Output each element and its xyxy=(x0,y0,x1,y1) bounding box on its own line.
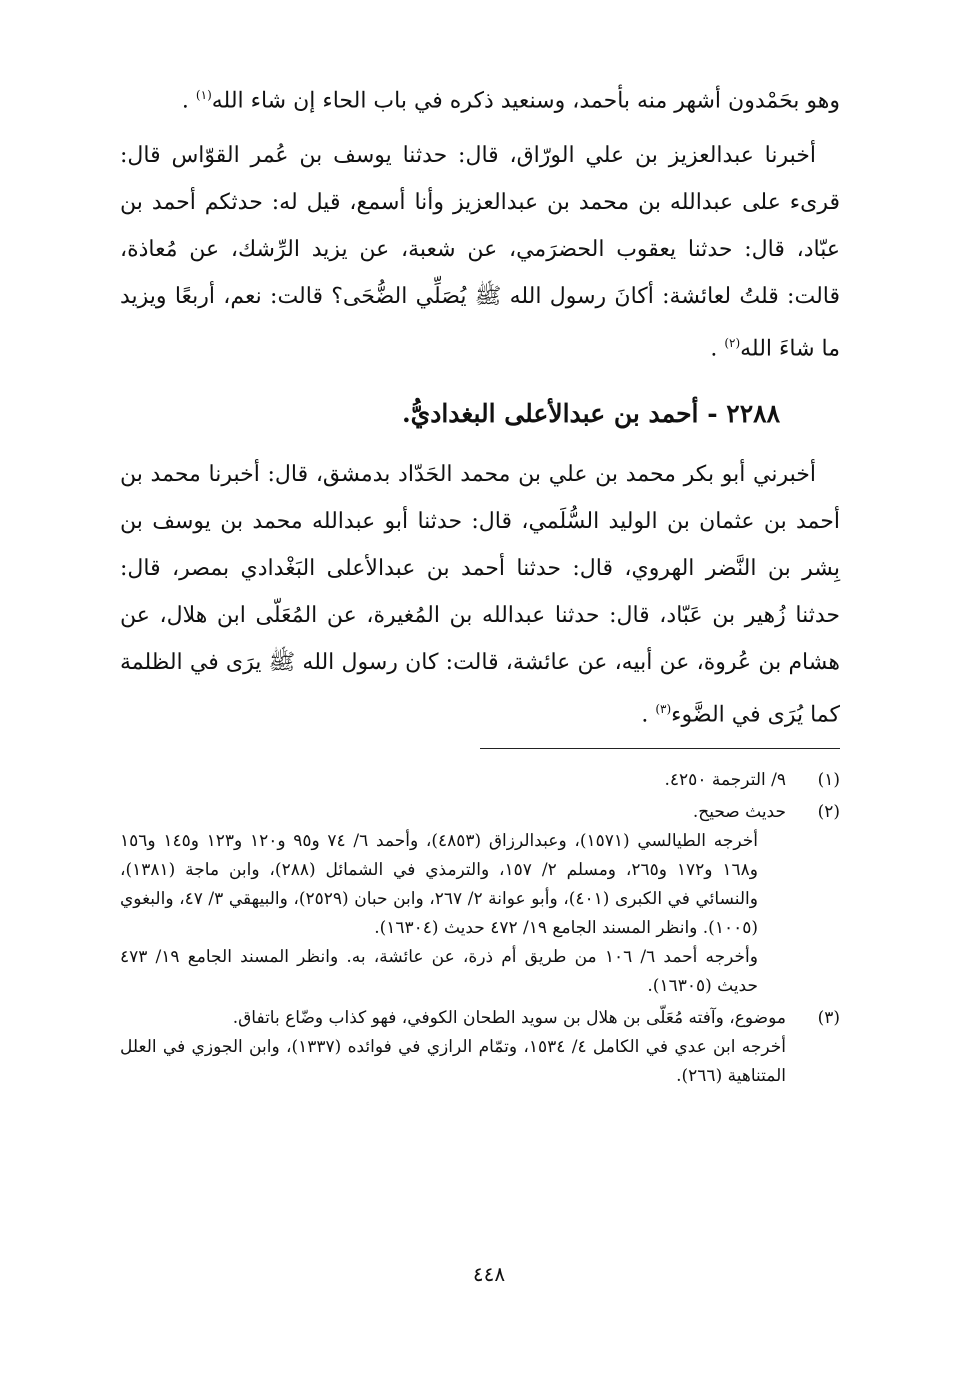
entry-heading: ٢٢٨٨ - أحمد بن عبدالأعلى البغداديُّ. xyxy=(401,398,780,428)
paragraph-3 xyxy=(120,451,840,738)
paragraph-2-text: أخبرنا عبدالعزيز بن علي الورّاق، قال: حدثنا يوسف بن عُمر القوّاس قال: قرىء على عبدالله بن محمد بن عبدالعزيز وأنا أسمع، قيل له: حدثكم أحمد بن عبّاد، قال: حدثنا يعقوب الحضرَمي، عن شعبة، عن يزيد الرِّشك، عن مُعاذة، قالت: قلتُ لعائشة: أكانَ رسول الله ﷺ يُصَلِّي الضُّحَى؟ قالت: نعم، أربعًا ويزيد ما شاءَ الله xyxy=(120,143,840,362)
footnote-line: ٩/ الترجمة ٤٢٥٠. xyxy=(664,770,786,790)
paragraph-3-end: . xyxy=(641,701,649,727)
footnote-3 xyxy=(120,1004,840,1091)
footnote-ref-3[interactable]: (٣) xyxy=(655,701,672,716)
footnote-1 xyxy=(120,766,840,795)
paragraph-2 xyxy=(120,132,840,372)
footnote-number: (١) xyxy=(817,770,840,790)
footnote-2 xyxy=(120,798,840,1001)
footnote-body xyxy=(120,1004,786,1091)
footnote-divider xyxy=(480,748,840,749)
main-text xyxy=(120,72,840,738)
footnote-subline: وأخرجه أحمد ٦/ ١٠٦ من طريق أم ذرة، عن عائشة، به. وانظر المسند الجامع ١٩/ ٤٧٣ حديث (١٦٣٠٥). xyxy=(120,947,758,996)
paragraph-1-end: . xyxy=(181,88,189,114)
footnote-body xyxy=(120,798,786,1001)
footnote-body xyxy=(120,766,786,795)
footnotes xyxy=(120,766,840,1094)
footnote-number: (٣) xyxy=(817,1008,840,1028)
footnote-line: موضوع، وآفته مُعَلّى بن هلال بن سويد الطحان الكوفي، فهو كذاب وضّاع باتفاق. xyxy=(232,1008,786,1028)
paragraph-2-end: . xyxy=(710,336,718,362)
footnote-ref-1[interactable]: (١) xyxy=(195,88,212,102)
paragraph-3-text: أخبرني أبو بكر محمد بن علي بن محمد الحَدّاد بدمشق، قال: أخبرنا محمد بن أحمد بن عثمان بن الوليد السُّلَمي، قال: حدثنا أبو عبدالله محمد بن يوسف بن بِشر بن النَّضر الهروي، قال: حدثنا أحمد بن عبدالأعلى البَغْدادي بمصر، قال: حدثنا زُهير بن عَبّاد، قال: حدثنا عبدالله بن المُغيرة، عن المُعَلّى ابن هلال، عن هشام بن عُروة، عن أبيه، عن عائشة، قالت: كان رسول الله ﷺ يرَى في الظلمة كما يُرَى في الضَّوء xyxy=(120,461,840,727)
footnote-ref-2[interactable]: (٢) xyxy=(724,336,741,351)
footnote-subline: أخرجه ابن عدي في الكامل ٤/ ١٥٣٤، وتمّام الرازي في فوائده (١٣٣٧)، وابن الجوزي في العلل المتناهية (٢٦٦). xyxy=(120,1037,786,1086)
footnote-number: (٢) xyxy=(817,802,840,822)
footnote-subline: أخرجه الطيالسي (١٥٧١)، وعبدالرزاق (٤٨٥٣)، وأحمد ٦/ ٧٤ و٩٥ و١٢٠ و١٢٣ و١٤٥ و١٥٦ و١٦٨ و١٧٢ و٢٦٥، ومسلم ٢/ ١٥٧، والترمذي في الشمائل (٢٨٨)، وابن ماجة (١٣٨١)، والنسائي في الكبرى (٤٠١)، وأبو عوانة ٢/ ٢٦٧، وابن حبان (٢٥٢٩)، والبيهقي ٣/ ٤٧، والبغوي (١٠٠٥). وانظر المسند الجامع ١٩/ ٤٧٢ حديث (١٦٣٠٤). xyxy=(120,831,758,938)
paragraph-1 xyxy=(120,72,840,124)
page-number: ٤٤٨ xyxy=(472,1262,506,1286)
paragraph-1-text: وهو بحَمْدون أشهر منه بأحمد، وسنعيد ذكره في باب الحاء إن شاء الله xyxy=(211,88,840,114)
footnote-line: حديث صحيح. xyxy=(692,802,786,822)
